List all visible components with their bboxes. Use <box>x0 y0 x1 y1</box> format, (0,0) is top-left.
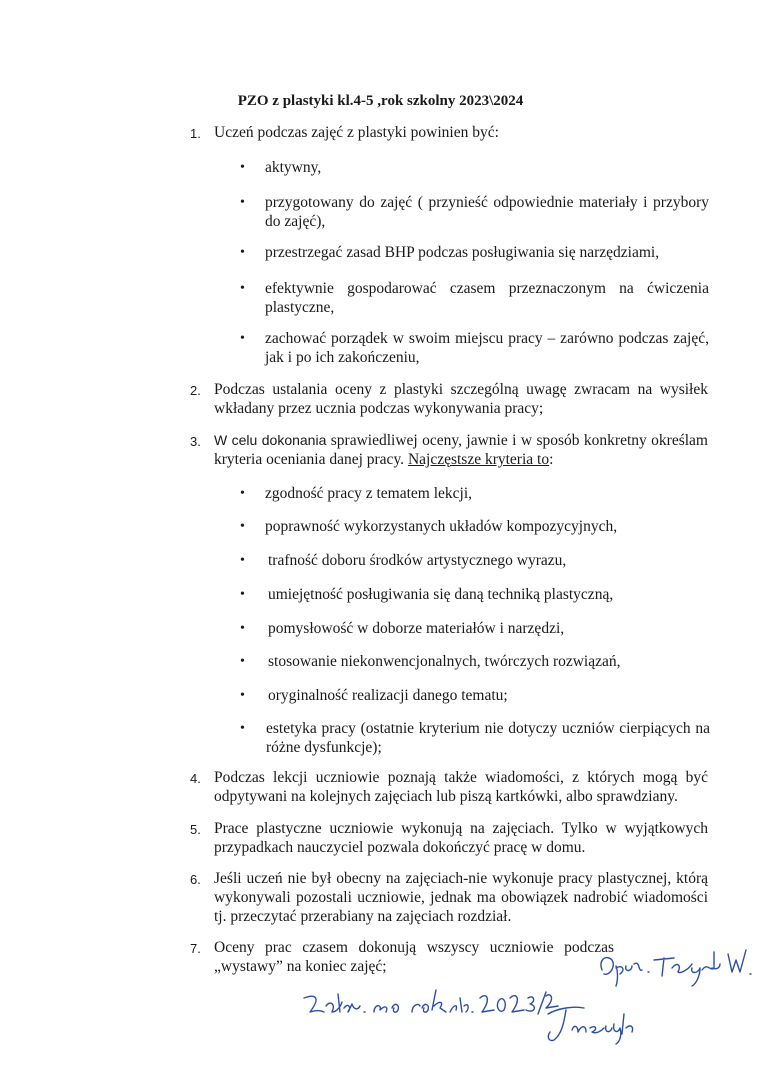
item-text: Oceny prac czasem dokonują wszyscy uczniowie podczas „wystawy” na koniec zajęć; <box>214 939 614 975</box>
author-handwritten-note <box>596 942 756 992</box>
bullet-icon: • <box>240 587 245 602</box>
signature <box>538 1000 668 1050</box>
item-number: 3. <box>190 434 201 449</box>
bullet-item: przygotowany do zajęć ( przynieść odpowiednie materiały i przybory do zajęć), <box>265 194 709 230</box>
bullet-icon: • <box>240 519 245 534</box>
item-text-lead: W celu dokonania <box>214 432 327 448</box>
item-text: Podczas ustalania oceny z plastyki szczególną uwagę zwracam na wysiłek wkładany przez ucznia podczas wykonywania pracy; <box>214 381 708 417</box>
bullet-item: estetyka pracy (ostatnie kryterium nie dotyczy uczniów cierpiących na różne dysfunkcje); <box>266 720 710 756</box>
approval-handwritten-note <box>300 980 560 1032</box>
bullet-item: stosowanie niekonwencjonalnych, twórczych rozwiązań, <box>268 653 621 670</box>
document-title: PZO z plastyki kl.4-5 ,rok szkolny 2023\2024 <box>237 93 524 109</box>
bullet-item: oryginalność realizacji danego tematu; <box>268 687 508 704</box>
item-text: Prace plastyczne uczniowie wykonują na zajęciach. Tylko w wyjątkowych przypadkach nauczyciel pozwala dokończyć pracę w domu. <box>214 820 708 856</box>
criteria-heading: Najczęstsze kryteria to <box>407 451 550 468</box>
item-number: 7. <box>190 941 201 956</box>
bullet-item: zgodność pracy z tematem lekcji, <box>265 485 473 502</box>
bullet-item: umiejętność posługiwania się daną techniką plastyczną, <box>268 586 614 603</box>
item-number: 2. <box>190 383 201 398</box>
item-number: 4. <box>190 771 201 786</box>
bullet-icon: • <box>240 621 245 636</box>
bullet-item: poprawność wykorzystanych układów kompozycyjnych, <box>265 518 618 535</box>
item-text-colon: : <box>549 451 554 468</box>
bullet-icon: • <box>240 331 245 346</box>
bullet-icon: • <box>240 160 245 175</box>
bullet-item: efektywnie gospodarować czasem przeznaczonym na ćwiczenia plastyczne, <box>265 280 709 316</box>
bullet-icon: • <box>240 281 245 296</box>
item-text: Podczas lekcji uczniowie poznają także wiadomości, z których mogą być odpytywani na kolejnych zajęciach lub piszą kartkówki, albo sprawdziany. <box>214 769 708 805</box>
bullet-icon: • <box>240 245 245 260</box>
bullet-icon: • <box>240 721 245 736</box>
item-number: 6. <box>190 872 201 887</box>
item-number: 1. <box>190 126 201 141</box>
item-text: Jeśli uczeń nie był obecny na zajęciach-nie wykonuje pracy plastycznej, którą wykonywali pozostali uczniowie, jednak ma obowiązek nadrobić wiadomości tj. przeczytać przerabiany na zajęciach rozdział. <box>214 870 708 925</box>
item-text-body: sprawiedliwej oceny, jawnie i w sposób konkretny określam kryteria oceniania danej pracy. <box>214 432 708 468</box>
bullet-icon: • <box>240 195 245 210</box>
item-text <box>214 431 708 469</box>
bullet-icon: • <box>240 486 245 501</box>
bullet-item: zachować porządek w swoim miejscu pracy – zarówno podczas zajęć, jak i po ich zakończeniu, <box>265 330 709 366</box>
bullet-item: pomysłowość w doborze materiałów i narzędzi, <box>268 620 565 637</box>
bullet-icon: • <box>240 553 245 568</box>
bullet-icon: • <box>240 688 245 703</box>
bullet-icon: • <box>240 654 245 669</box>
item-text: Uczeń podczas zajęć z plastyki powinien być: <box>214 124 499 141</box>
bullet-item: trafność doboru środków artystycznego wyrazu, <box>268 552 567 569</box>
item-number: 5. <box>190 822 201 837</box>
bullet-item: aktywny, <box>265 159 322 176</box>
bullet-item: przestrzegać zasad BHP podczas posługiwania się narzędziami, <box>265 244 660 261</box>
